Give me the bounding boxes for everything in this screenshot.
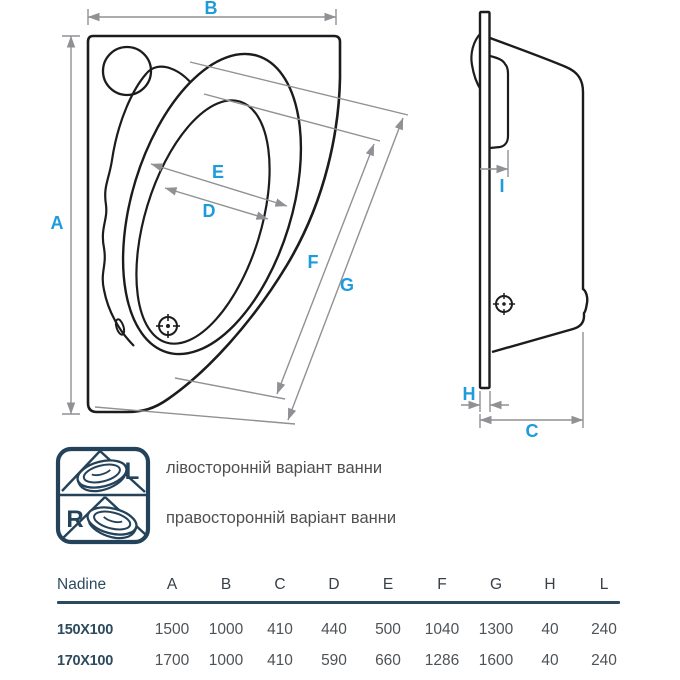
value-cell: 1286	[424, 652, 460, 669]
side-panel	[480, 12, 490, 388]
value-cell: 660	[375, 652, 401, 669]
header-cell: L	[599, 576, 609, 593]
label-E: E	[211, 162, 225, 182]
value-cell: 1300	[478, 621, 514, 638]
right-variant-label: правосторонній варіант ванни	[166, 509, 397, 527]
value-cell: 1040	[424, 621, 460, 638]
size-cell: 150X100	[57, 622, 113, 638]
value-cell: 40	[541, 652, 559, 669]
header-cell: B	[220, 576, 232, 593]
header-cell: F	[437, 576, 447, 593]
label-B: B	[204, 0, 218, 18]
label-G: G	[339, 275, 355, 295]
label-C: C	[525, 421, 539, 441]
label-F: F	[307, 252, 319, 272]
left-variant-label: лівосторонній варіант ванни	[166, 459, 383, 477]
value-cell: 410	[267, 652, 293, 669]
value-cell: 1700	[154, 652, 190, 669]
table-row	[57, 652, 623, 670]
value-cell: 1500	[154, 621, 190, 638]
side-view	[471, 12, 587, 388]
label-D: D	[202, 201, 216, 221]
header-cell: E	[382, 576, 394, 593]
value-cell: 440	[321, 621, 347, 638]
table-header-rule	[57, 601, 620, 604]
header-cell: G	[489, 576, 503, 593]
value-cell: 240	[591, 652, 617, 669]
side-rim-pocket	[490, 56, 508, 148]
table-model-name: Nadine	[57, 576, 107, 593]
letter-R: R	[66, 506, 84, 533]
header-cell: H	[544, 576, 556, 593]
value-cell: 1600	[478, 652, 514, 669]
side-drain-icon	[493, 293, 515, 315]
value-cell: 500	[375, 621, 401, 638]
value-cell: 40	[541, 621, 559, 638]
table-row	[57, 621, 623, 639]
value-cell: 1000	[208, 652, 244, 669]
letter-L: L	[124, 458, 140, 485]
orientation-variants-icon	[55, 446, 151, 545]
label-H: H	[462, 384, 476, 404]
header-cell: D	[328, 576, 340, 593]
header-cell: C	[274, 576, 286, 593]
label-A: A	[50, 213, 64, 233]
value-cell: 1000	[208, 621, 244, 638]
label-I: I	[499, 176, 505, 196]
value-cell: 590	[321, 652, 347, 669]
size-cell: 170X100	[57, 653, 113, 669]
value-cell: 240	[591, 621, 617, 638]
value-cell: 410	[267, 621, 293, 638]
dimensions-table	[57, 576, 623, 670]
table-header-row	[57, 576, 623, 594]
header-cell: A	[166, 576, 178, 593]
